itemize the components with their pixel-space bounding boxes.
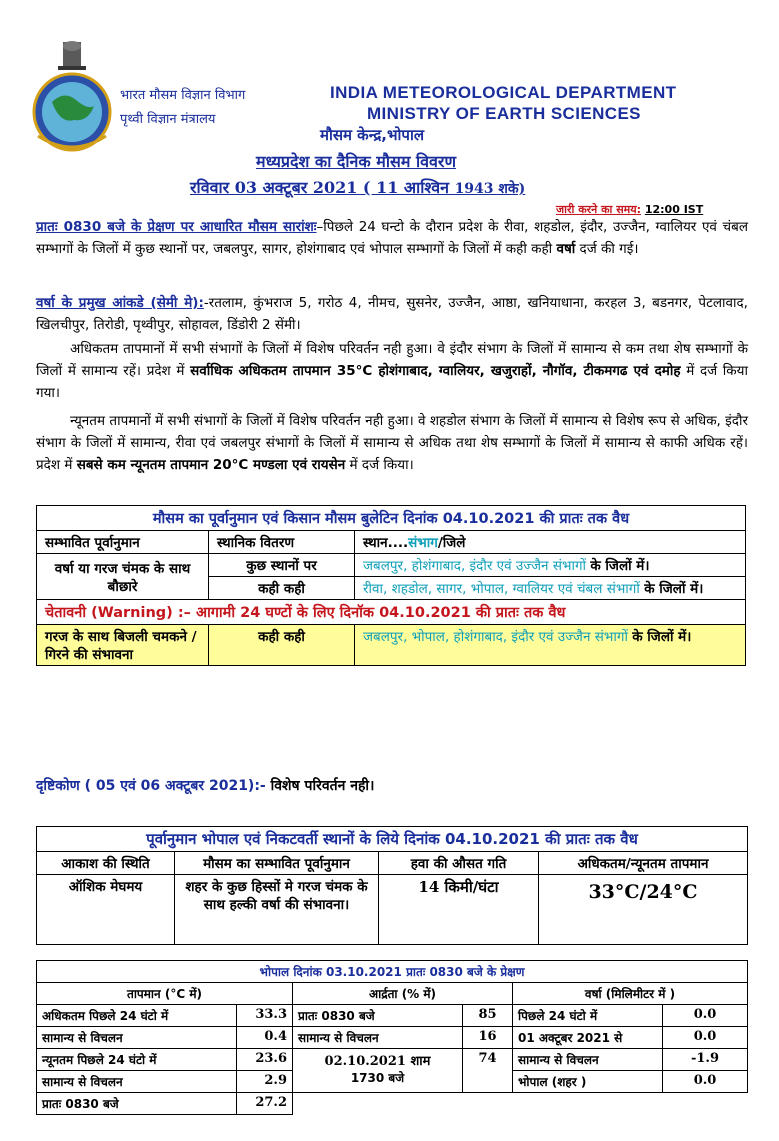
table-row bbox=[37, 1049, 748, 1071]
places-list-2: रीवा, शहडोल, सागर, भोपाल, ग्वालियर एवं चंबल संभागों के जिलों में। bbox=[355, 577, 746, 600]
row-value: 33.3 bbox=[237, 1005, 293, 1027]
row-label: अधिकतम पिछले 24 घंटो में bbox=[37, 1005, 237, 1027]
row-label: सामान्य से विचलन bbox=[37, 1027, 237, 1049]
row-value: 2.9 bbox=[237, 1071, 293, 1093]
max-temp-text: अधिकतम तापमानों में सभी संभागों के जिलों में विशेष परिवर्तन नही हुआ। वे इंदौर संभाग के जिलों में सामान्य से कम तथा शेष सम्भागों के जिलों में सामान्य रहें। प्रदेश में सर्वाधिक अधिकतम तापमान 35°C होशंगाबाद, ग्वालियर, खजुराहों, नौगॉव, टीकमगढ एवं दमोह में दर्ज किया गया। bbox=[36, 341, 748, 401]
wind-speed: 14 किमी/घंटा bbox=[379, 875, 539, 945]
bhopal-forecast-title: पूर्वानुमान भोपाल एवं निकटवर्ती स्थानों के लिये दिनांक 04.10.2021 की प्रातः तक वैध bbox=[37, 827, 748, 852]
weather-forecast: शहर के कुछ हिस्सों मे गरज चंमक के साथ हल्की वर्षा की संभावना। bbox=[175, 875, 379, 945]
table-row bbox=[37, 1093, 748, 1115]
col-sky: आकाश की स्थिति bbox=[37, 852, 175, 875]
issue-time: जारी करने का समय: 12:00 IST bbox=[556, 203, 704, 216]
temperature-range: 33°C/24°C bbox=[539, 875, 748, 945]
dist-isolated: कही कही bbox=[209, 577, 355, 600]
row-label: पिछले 24 घंटो में bbox=[513, 1005, 663, 1027]
row-value: 0.4 bbox=[237, 1027, 293, 1049]
col-temperature: तापमान (°C में) bbox=[37, 983, 293, 1005]
bhopal-observation-table bbox=[36, 960, 748, 1115]
col-places: स्थान....संभाग/जिले bbox=[355, 531, 746, 554]
table-row bbox=[37, 1027, 748, 1049]
forecast-title: मौसम का पूर्वानुमान एवं किसान मौसम बुलेटिन दिनांक 04.10.2021 की प्रातः तक वैध bbox=[37, 506, 746, 531]
forecast-table bbox=[36, 505, 746, 666]
row-label: सामान्य से विचलन bbox=[37, 1071, 237, 1093]
imd-logo-icon bbox=[30, 40, 114, 182]
table-row bbox=[37, 1005, 748, 1027]
row-label: प्रातः 0830 बजे bbox=[37, 1093, 237, 1115]
col-forecast: सम्भावित पूर्वानुमान bbox=[37, 531, 209, 554]
row-value: 85 bbox=[463, 1005, 513, 1027]
col-temp: अधिकतम/न्यूनतम तापमान bbox=[539, 852, 748, 875]
row-value: 16 bbox=[463, 1027, 513, 1049]
bhopal-forecast-table bbox=[36, 826, 748, 945]
row-value: -1.9 bbox=[663, 1049, 748, 1071]
warning-event: गरज के साथ बिजली चमकने /गिरने की संभावना bbox=[37, 625, 209, 666]
weather-summary: प्रातः 0830 बजे के प्रेक्षण पर आधारित मौसम सारांशः–पिछले 24 घन्टो के दौरान प्रदेश के रीवा, शहडोल, इंदौर, उज्जैन, ग्वालियर एवं चंबल सम्भागों के जिलों में कुछ स्थानों पर, जबलपुर, सागर, होशंगाबाद एवं भोपाल सम्भागों के जिलों में कही कही वर्षा दर्ज की गई। bbox=[36, 219, 748, 257]
places-list-1: जबलपुर, होशंगाबाद, इंदौर एवं उज्जैन संभागों के जिलों में। bbox=[355, 554, 746, 577]
row-value: 74 bbox=[463, 1049, 513, 1093]
warning-title: चेतावनी (Warning) :– आगामी 24 घण्टों के लिए दिनॉक 04.10.2021 की प्रातः तक वैध bbox=[37, 600, 746, 625]
outlook: दृष्टिकोण ( 05 एवं 06 अक्टूबर 2021):- विशेष परिवर्तन नही। bbox=[36, 778, 375, 794]
row-label: प्रातः 0830 बजे bbox=[293, 1005, 463, 1027]
report-title: मध्यप्रदेश का दैनिक मौसम विवरण bbox=[256, 152, 457, 171]
center-name: मौसम केन्द्र,भोपाल bbox=[320, 126, 425, 144]
observation-title: भोपाल दिनांक 03.10.2021 प्रातः 0830 बजे के प्रेक्षण bbox=[37, 961, 748, 983]
row-label: न्यूनतम पिछले 24 घंटो में bbox=[37, 1049, 237, 1071]
row-value: 23.6 bbox=[237, 1049, 293, 1071]
warning-places: जबलपुर, भोपाल, होशंगाबाद, इंदौर एवं उज्जैन संभागों के जिलों में। bbox=[355, 625, 746, 666]
report-date: रविवार 03 अक्टूबर 2021 ( 11 आश्विन 1943 शके) bbox=[190, 178, 526, 197]
col-wind: हवा की औसत गति bbox=[379, 852, 539, 875]
english-dept-name: INDIA METEOROLOGICAL DEPARTMENT MINISTRY OF EARTH SCIENCES bbox=[330, 83, 677, 123]
row-label: 02.10.2021 शाम 1730 बजे bbox=[293, 1049, 463, 1093]
warning-distribution: कही कही bbox=[209, 625, 355, 666]
row-label: सामान्य से विचलन bbox=[513, 1049, 663, 1071]
col-weather: मौसम का सम्भावित पूर्वानुमान bbox=[175, 852, 379, 875]
sky-condition: ऑशिक मेघमय bbox=[37, 875, 175, 945]
row-value: 0.0 bbox=[663, 1005, 748, 1027]
col-distribution: स्थानिक वितरण bbox=[209, 531, 355, 554]
row-value: 0.0 bbox=[663, 1027, 748, 1049]
rainfall-data: वर्षा के प्रमुख आंकडे (सेमी मे):-रतलाम, कुंभराज 5, गरोठ 4, नीमच, सुसनेर, उज्जैन, आष्ठा, खनियाधाना, करहल 3, बडनगर, पेटलावाद, खिलचीपुर, तिरोडी, पृथ्वीपुर, सोहावल, डिंडोरी 2 सेंमी। bbox=[36, 295, 748, 333]
dist-some-places: कुछ स्थानों पर bbox=[209, 554, 355, 577]
min-temp-text: न्यूनतम तापमानों में सभी संभागों के जिलों में विशेष परिवर्तन नही हुआ। वे शहडोल संभाग के जिलों में सामान्य से विशेष रूप से अधिक, इंदौर संभाग के जिलों में सामान्य, रीवा एवं जबलपुर संभागों के जिलों में सामान्य से अधिक तथा शेष सम्भागों के जिलों में सामान्य से काफी अधिक रहें। प्रदेश में सबसे कम न्यूनतम तापमान 20°C मण्डला एवं रायसेन में दर्ज किया। bbox=[36, 413, 748, 473]
forecast-event: वर्षा या गरज चंमक के साथ बौछारे bbox=[37, 554, 209, 600]
row-value: 0.0 bbox=[663, 1071, 748, 1093]
row-value: 27.2 bbox=[237, 1093, 293, 1115]
row-label: भोपाल (शहर ) bbox=[513, 1071, 663, 1093]
hindi-dept-name: भारत मौसम विज्ञान विभाग पृथ्वी विज्ञान मंत्रालय bbox=[120, 88, 246, 127]
row-label: 01 अक्टूबर 2021 से bbox=[513, 1027, 663, 1049]
col-humidity: आर्द्रता (% में) bbox=[293, 983, 513, 1005]
row-label: सामान्य से विचलन bbox=[293, 1027, 463, 1049]
col-rainfall: वर्षा (मिलिमीटर में ) bbox=[513, 983, 748, 1005]
